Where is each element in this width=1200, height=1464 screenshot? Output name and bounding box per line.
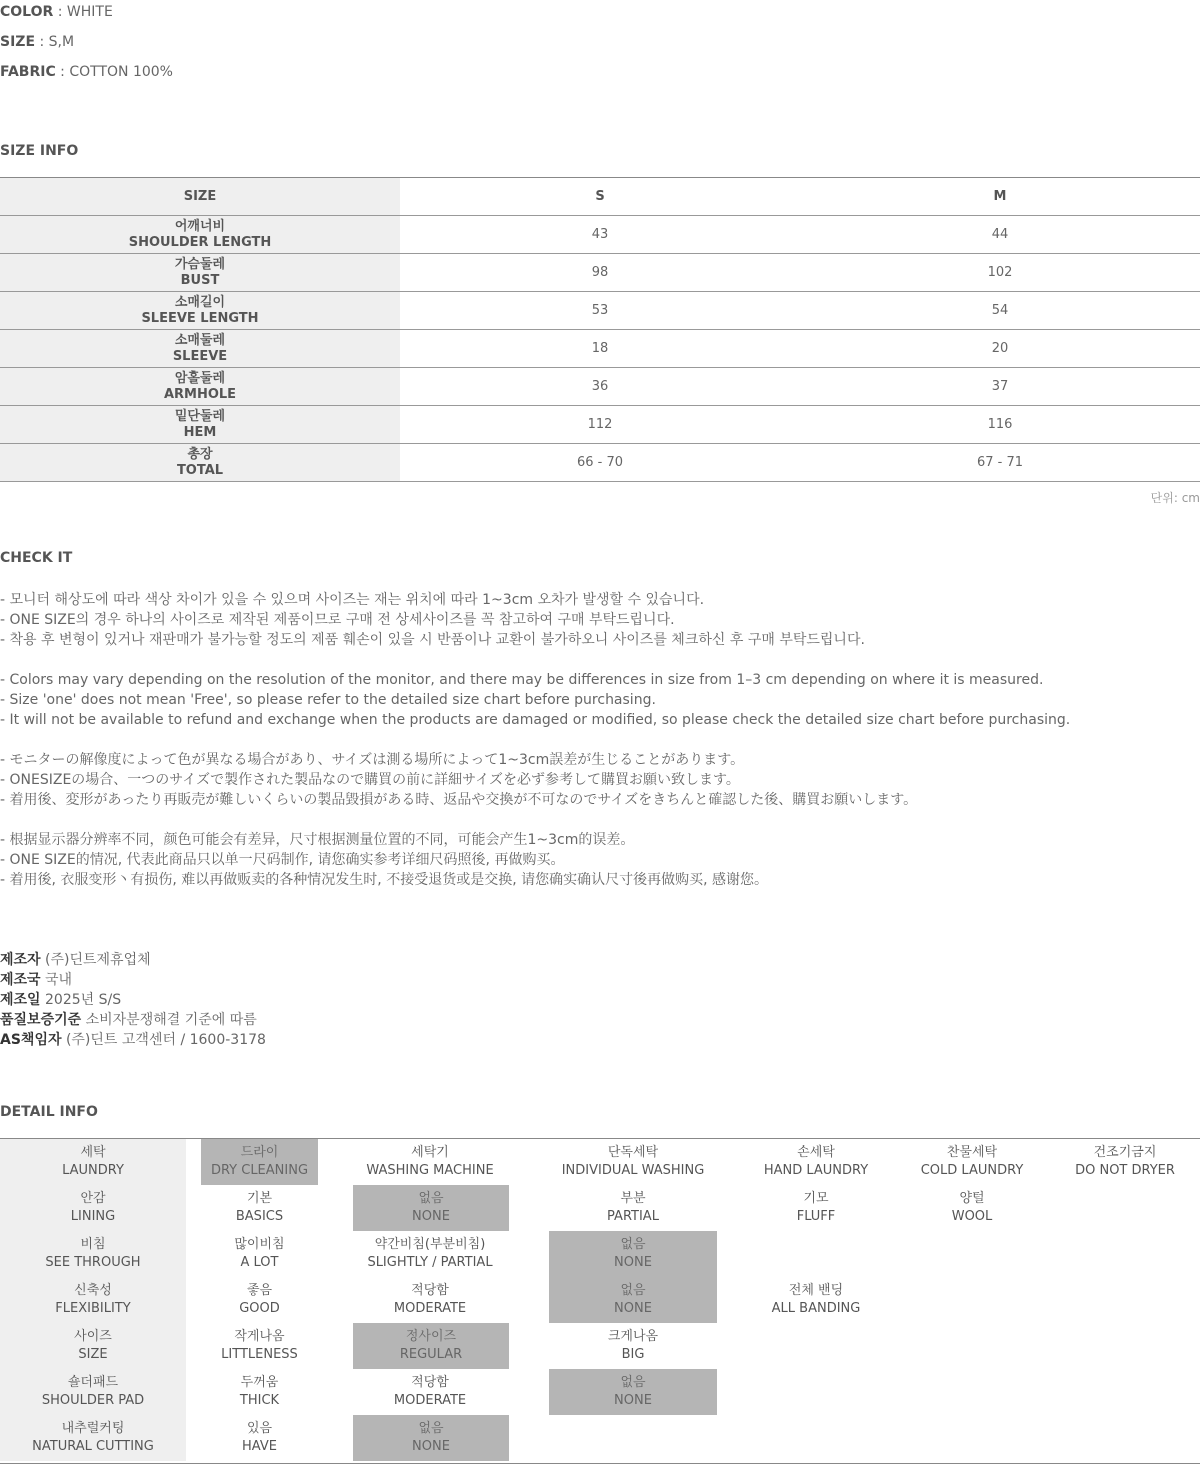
note-group bbox=[0, 590, 1200, 650]
detail-option-ko: 없음 bbox=[418, 1421, 444, 1436]
detail-option-ko: 적당함 bbox=[411, 1283, 449, 1298]
detail-option bbox=[549, 1323, 717, 1369]
size-row-label-ko: 소매길이 bbox=[174, 294, 226, 310]
detail-option-en: BASICS bbox=[235, 1209, 284, 1224]
maker-key: 제조국 bbox=[0, 972, 41, 988]
spec-key: COLOR bbox=[0, 4, 54, 20]
detail-option-en: A LOT bbox=[240, 1255, 279, 1270]
size-value-m: 44 bbox=[991, 227, 1009, 242]
detail-option-en: NONE bbox=[614, 1393, 652, 1408]
size-table-row bbox=[0, 368, 1200, 406]
detail-option bbox=[549, 1139, 717, 1185]
detail-option-en: PARTIAL bbox=[607, 1209, 659, 1224]
detail-row bbox=[0, 1323, 1200, 1369]
detail-row bbox=[0, 1231, 1200, 1277]
size-row-label bbox=[0, 216, 400, 253]
size-row-label-en: SHOULDER LENGTH bbox=[128, 234, 272, 250]
detail-option bbox=[738, 1185, 894, 1231]
detail-option-ko: 드라이 bbox=[240, 1145, 279, 1160]
detail-option-ko: 정사이즈 bbox=[405, 1329, 457, 1344]
detail-option-en: WASHING MACHINE bbox=[366, 1163, 494, 1178]
note-line: - ONE SIZE的情况, 代表此商品只以单一尺码制作, 请您确实参考详细尺码照後, 再做购买。 bbox=[0, 852, 565, 868]
detail-option-en: ALL BANDING bbox=[771, 1301, 861, 1316]
detail-row bbox=[0, 1139, 1200, 1185]
size-table-row bbox=[0, 216, 1200, 254]
detail-row bbox=[0, 1277, 1200, 1323]
notes bbox=[0, 590, 1200, 910]
detail-option bbox=[201, 1415, 318, 1461]
size-value-s: 18 bbox=[591, 341, 609, 356]
detail-row-label bbox=[0, 1277, 186, 1323]
detail-row bbox=[0, 1185, 1200, 1231]
maker-value: (주)딘트제휴업체 bbox=[40, 952, 151, 968]
detail-row-label bbox=[0, 1185, 186, 1231]
maker-key: AS책임자 bbox=[0, 1032, 62, 1048]
detail-option bbox=[201, 1185, 318, 1231]
spec-value: : S,M bbox=[35, 34, 75, 50]
detail-option-en: LITTLENESS bbox=[221, 1347, 298, 1362]
maker-line bbox=[0, 990, 266, 1010]
detail-option-ko: 없음 bbox=[418, 1191, 444, 1206]
detail-option-ko: 크게나옴 bbox=[607, 1329, 659, 1344]
size-row-label-en: SLEEVE bbox=[172, 348, 228, 364]
detail-label-en: LINING bbox=[70, 1209, 116, 1224]
detail-option-selected bbox=[353, 1415, 509, 1461]
detail-option-en: DRY CLEANING bbox=[210, 1163, 309, 1178]
detail-option-ko: 기모 bbox=[803, 1191, 829, 1206]
size-table bbox=[0, 177, 1200, 482]
size-table-row bbox=[0, 406, 1200, 444]
detail-option bbox=[738, 1139, 894, 1185]
note-line: - 모니터 해상도에 따라 색상 차이가 있을 수 있으며 사이즈는 재는 위치에 따라 1~3cm 오차가 발생할 수 있습니다. bbox=[0, 592, 705, 608]
size-row-label bbox=[0, 444, 400, 481]
detail-label-ko: 안감 bbox=[80, 1191, 106, 1206]
detail-option-ko: 기본 bbox=[246, 1191, 273, 1206]
detail-option-en: REGULAR bbox=[399, 1347, 463, 1362]
detail-label-ko: 내추럴커팅 bbox=[61, 1421, 125, 1436]
maker-line bbox=[0, 970, 266, 990]
detail-label-en: SIZE bbox=[78, 1347, 108, 1362]
detail-option-en: BIG bbox=[621, 1347, 645, 1362]
note-group bbox=[0, 670, 1200, 730]
detail-row-label bbox=[0, 1415, 186, 1461]
detail-option-ko: 적당함 bbox=[411, 1375, 449, 1390]
detail-label-en: LAUNDRY bbox=[62, 1163, 124, 1178]
detail-row-label bbox=[0, 1231, 186, 1277]
size-value-s: 53 bbox=[591, 303, 609, 318]
detail-option bbox=[201, 1323, 318, 1369]
size-row-label-en: BUST bbox=[180, 272, 220, 288]
detail-table bbox=[0, 1138, 1200, 1464]
detail-option bbox=[340, 1231, 520, 1277]
detail-label-en: SHOULDER PAD bbox=[41, 1393, 145, 1408]
size-row-label-en: HEM bbox=[183, 424, 217, 440]
detail-option bbox=[201, 1369, 318, 1415]
detail-option-en: HAVE bbox=[242, 1439, 277, 1454]
detail-option-en: SLIGHTLY / PARTIAL bbox=[367, 1255, 493, 1270]
detail-option-ko: 많이비침 bbox=[234, 1237, 285, 1252]
detail-option-en: HAND LAUNDRY bbox=[763, 1163, 869, 1178]
maker-line bbox=[0, 1010, 266, 1030]
detail-option-en: WOOL bbox=[951, 1209, 993, 1224]
detail-option bbox=[549, 1185, 717, 1231]
detail-option-ko: 없음 bbox=[620, 1237, 646, 1252]
note-line: - ONESIZEの場合、一つのサイズで製作された製品なので購買の前に詳細サイズを必ず参考して購買お願い致します。 bbox=[0, 772, 740, 788]
detail-option-en: FLUFF bbox=[796, 1209, 836, 1224]
note-line: - It will not be available to refund and exchange when the products are damaged or modified, so please check the detailed size chart before purchasing. bbox=[0, 712, 1071, 728]
detail-option-ko: 찬물세탁 bbox=[946, 1145, 998, 1160]
size-value-m: 54 bbox=[991, 303, 1009, 318]
detail-label-ko: 사이즈 bbox=[74, 1329, 112, 1344]
detail-option bbox=[201, 1277, 318, 1323]
detail-option bbox=[728, 1277, 904, 1323]
size-value-s: 43 bbox=[591, 227, 609, 242]
size-row-label-ko: 총장 bbox=[187, 446, 213, 462]
size-row-label bbox=[0, 368, 400, 405]
size-row-label-en: SLEEVE LENGTH bbox=[141, 310, 259, 326]
note-line: - 根据显示器分辨率不同，颜色可能会有差异，尺寸根据测量位置的不同，可能会产生1~3cm的误差。 bbox=[0, 832, 635, 848]
detail-option bbox=[1050, 1139, 1200, 1185]
detail-row-label bbox=[0, 1369, 186, 1415]
detail-option bbox=[894, 1185, 1050, 1231]
detail-option-en: NONE bbox=[412, 1439, 450, 1454]
detail-option-ko: 두꺼움 bbox=[240, 1375, 279, 1390]
detail-label-en: NATURAL CUTTING bbox=[32, 1439, 154, 1454]
spec-key: FABRIC bbox=[0, 64, 56, 80]
detail-option-en: COLD LAUNDRY bbox=[920, 1163, 1024, 1178]
note-line: - Colors may vary depending on the resolution of the monitor, and there may be differences in size from 1–3 cm depending on where it is measured. bbox=[0, 672, 1044, 688]
detail-label-ko: 비침 bbox=[80, 1237, 106, 1252]
detail-option bbox=[894, 1139, 1050, 1185]
detail-row bbox=[0, 1369, 1200, 1415]
detail-row-label bbox=[0, 1139, 186, 1185]
detail-label-ko: 숄더패드 bbox=[67, 1375, 119, 1390]
note-group bbox=[0, 830, 1200, 890]
detail-label-en: FLEXIBILITY bbox=[55, 1301, 131, 1316]
size-info-title: SIZE INFO bbox=[0, 143, 79, 159]
note-line: - ONE SIZE의 경우 하나의 사이즈로 제작된 제품이므로 구매 전 상세사이즈를 꼭 참고하여 구매 부탁드립니다. bbox=[0, 612, 675, 628]
detail-option-en: DO NOT DRYER bbox=[1075, 1163, 1175, 1178]
detail-option-en: MODERATE bbox=[393, 1301, 467, 1316]
detail-row-label bbox=[0, 1323, 186, 1369]
size-value-m: 67 - 71 bbox=[976, 455, 1024, 470]
size-row-label-ko: 가슴둘레 bbox=[174, 256, 226, 272]
spec-value: : COTTON 100% bbox=[55, 64, 173, 80]
size-value-s: 98 bbox=[591, 265, 609, 280]
detail-option-ko: 약간비침(부분비침) bbox=[374, 1237, 486, 1252]
size-table-header bbox=[0, 178, 1200, 216]
size-header-label: SIZE bbox=[0, 178, 400, 215]
detail-option-en: MODERATE bbox=[393, 1393, 467, 1408]
spec-fabric bbox=[0, 64, 173, 80]
maker-line bbox=[0, 950, 266, 970]
detail-label-en: SEE THROUGH bbox=[45, 1255, 141, 1270]
size-row-label-ko: 어깨너비 bbox=[174, 218, 226, 234]
maker-line bbox=[0, 1030, 266, 1050]
note-group bbox=[0, 750, 1200, 810]
note-line: - Size 'one' does not mean 'Free', so please refer to the detailed size chart before purchasing. bbox=[0, 692, 656, 708]
maker-value: 2025년 S/S bbox=[40, 992, 122, 1008]
size-value-s: 66 - 70 bbox=[576, 455, 624, 470]
detail-option-en: NONE bbox=[412, 1209, 450, 1224]
detail-option-ko: 작게나옴 bbox=[234, 1329, 285, 1344]
note-line: - モニターの解像度によって色が異なる場合があり、サイズは測る場所によって1~3cm誤差が生じることがあります。 bbox=[0, 752, 745, 768]
size-row-label-ko: 암홀둘레 bbox=[174, 370, 226, 386]
size-value-s: 36 bbox=[591, 379, 609, 394]
detail-option-en: NONE bbox=[614, 1255, 652, 1270]
maker-value: 국내 bbox=[40, 972, 73, 988]
size-header-s: S bbox=[595, 189, 605, 204]
maker-info bbox=[0, 950, 266, 1050]
detail-label-ko: 신축성 bbox=[74, 1283, 112, 1298]
size-table-row bbox=[0, 330, 1200, 368]
spec-color bbox=[0, 4, 113, 20]
detail-option-ko: 전체 밴딩 bbox=[788, 1283, 844, 1298]
size-value-m: 116 bbox=[987, 417, 1013, 432]
size-row-label bbox=[0, 330, 400, 367]
spec-value: : WHITE bbox=[53, 4, 113, 20]
detail-info-title: DETAIL INFO bbox=[0, 1104, 98, 1120]
detail-option-ko: 부분 bbox=[620, 1191, 646, 1206]
detail-option-selected bbox=[549, 1369, 717, 1415]
unit-label: 단위: cm bbox=[1150, 491, 1200, 505]
detail-option-en: NONE bbox=[614, 1301, 652, 1316]
detail-option-en: THICK bbox=[239, 1393, 280, 1408]
size-header-m: M bbox=[993, 189, 1007, 204]
size-row-label-ko: 밑단둘레 bbox=[174, 408, 226, 424]
note-line: - 着用後、変形があったり再販売が難しいくらいの製品毀損がある時、返品や交換が不可なのでサイズをきちんと確認した後、購買お願いします。 bbox=[0, 792, 918, 808]
spec-key: SIZE bbox=[0, 34, 36, 50]
detail-option-ko: 좋음 bbox=[246, 1283, 273, 1298]
detail-option-selected bbox=[549, 1277, 717, 1323]
detail-label-ko: 세탁 bbox=[80, 1145, 106, 1160]
size-row-label bbox=[0, 254, 400, 291]
size-value-m: 37 bbox=[991, 379, 1009, 394]
detail-option bbox=[340, 1277, 520, 1323]
detail-option-selected bbox=[353, 1185, 509, 1231]
detail-option-ko: 없음 bbox=[620, 1375, 646, 1390]
check-it-title: CHECK IT bbox=[0, 550, 73, 566]
detail-option-selected bbox=[201, 1139, 318, 1185]
detail-option-ko: 단독세탁 bbox=[607, 1145, 659, 1160]
maker-value: 소비자분쟁해결 기준에 따름 bbox=[81, 1012, 257, 1028]
detail-option bbox=[340, 1369, 520, 1415]
size-row-label bbox=[0, 406, 400, 443]
size-table-row bbox=[0, 292, 1200, 330]
detail-option-ko: 없음 bbox=[620, 1283, 646, 1298]
size-row-label-ko: 소매둘레 bbox=[174, 332, 226, 348]
size-row-label-en: ARMHOLE bbox=[163, 386, 237, 402]
detail-row bbox=[0, 1415, 1200, 1461]
maker-value: (주)딘트 고객센터 / 1600-3178 bbox=[61, 1032, 266, 1048]
detail-option-ko: 있음 bbox=[246, 1421, 273, 1436]
detail-option bbox=[201, 1231, 318, 1277]
size-value-m: 20 bbox=[991, 341, 1009, 356]
detail-option-en: INDIVIDUAL WASHING bbox=[561, 1163, 705, 1178]
size-row-label bbox=[0, 292, 400, 329]
note-line: - 着用後, 衣服变形丶有损伤, 难以再做贩卖的各种情况发生时, 不接受退货或是交换, 请您确实确认尺寸後再做购买, 感谢您。 bbox=[0, 872, 769, 888]
detail-option-en: GOOD bbox=[239, 1301, 280, 1316]
size-table-row bbox=[0, 254, 1200, 292]
detail-option-ko: 양털 bbox=[959, 1191, 985, 1206]
size-table-row bbox=[0, 444, 1200, 482]
detail-option-ko: 건조기금지 bbox=[1093, 1145, 1157, 1160]
detail-option-selected bbox=[549, 1231, 717, 1277]
detail-option-ko: 손세탁 bbox=[797, 1145, 835, 1160]
detail-option-selected bbox=[353, 1323, 509, 1369]
note-line: - 착용 후 변형이 있거나 재판매가 불가능할 정도의 제품 훼손이 있을 시 반품이나 교환이 불가하오니 사이즈를 체크하신 후 구매 부탁드립니다. bbox=[0, 632, 865, 648]
maker-key: 제조자 bbox=[0, 952, 41, 968]
size-value-m: 102 bbox=[987, 265, 1013, 280]
maker-key: 품질보증기준 bbox=[0, 1012, 82, 1028]
spec-size bbox=[0, 34, 74, 50]
detail-option-ko: 세탁기 bbox=[411, 1145, 449, 1160]
detail-option bbox=[340, 1139, 520, 1185]
maker-key: 제조일 bbox=[0, 992, 41, 1008]
size-row-label-en: TOTAL bbox=[176, 462, 224, 478]
size-value-s: 112 bbox=[587, 417, 613, 432]
